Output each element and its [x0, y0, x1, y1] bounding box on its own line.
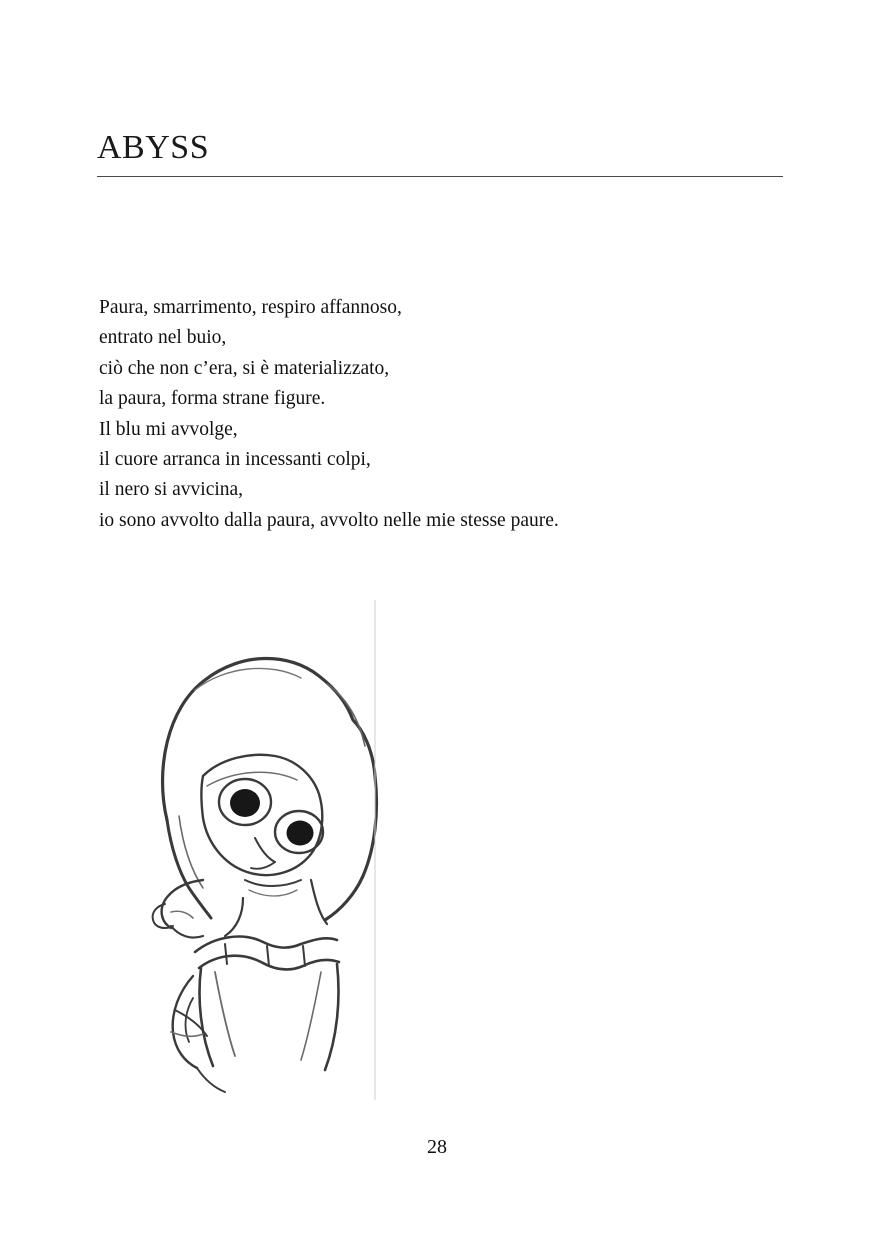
poem-line: entrato nel buio,: [99, 327, 227, 349]
poem-line: io sono avvolto dalla paura, avvolto nelle mie stesse paure.: [99, 509, 559, 531]
poem-line: il nero si avvicina,: [99, 479, 244, 501]
poem-line: la paura, forma strane figure.: [99, 388, 326, 410]
page-title: ABYSS: [97, 129, 210, 166]
poem-line: ciò che non c’era, si è materializzato,: [99, 357, 390, 379]
title-divider: [97, 176, 783, 177]
sketch-illustration: [75, 580, 455, 1110]
poem-line: Il blu mi avvolge,: [99, 418, 238, 440]
poem-line: il cuore arranca in incessanti colpi,: [99, 449, 371, 471]
title-block: [97, 128, 783, 177]
poem-line: Paura, smarrimento, respiro affannoso,: [99, 297, 402, 318]
page-number: 28: [427, 1136, 447, 1158]
poem-body: [99, 293, 799, 536]
